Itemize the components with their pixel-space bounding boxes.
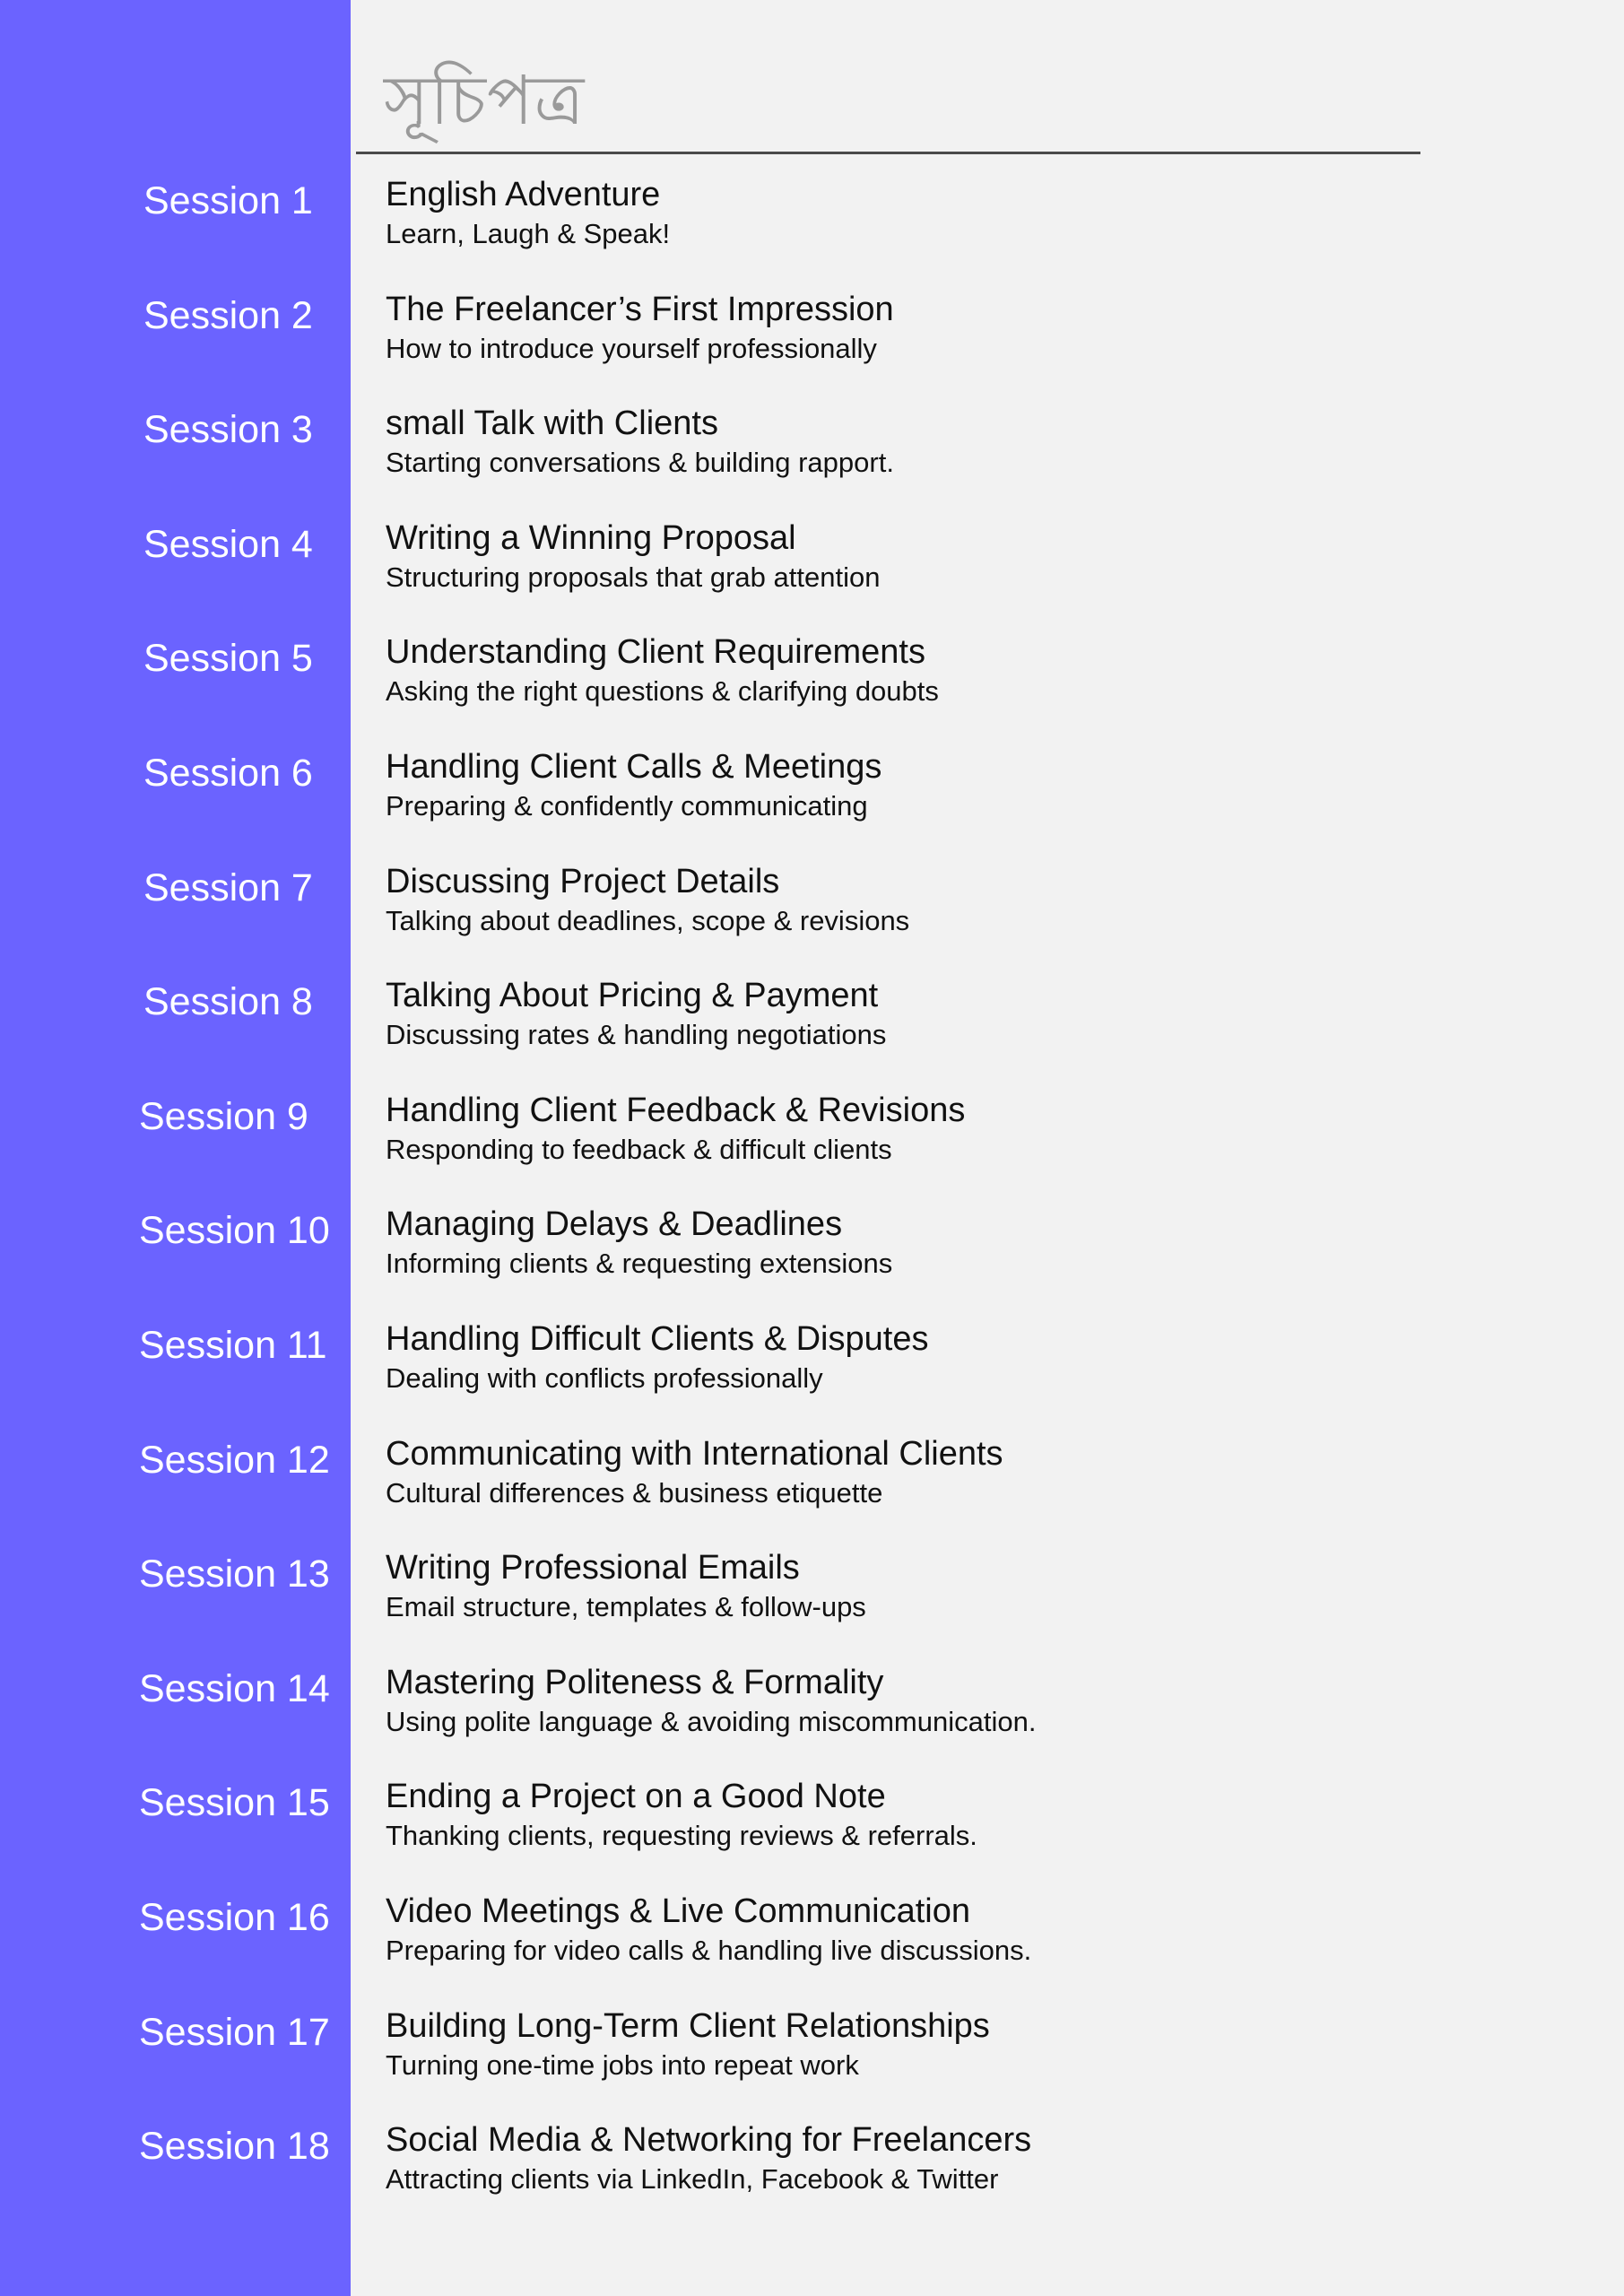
entry-subtitle: Informing clients & requesting extensions [386,1248,893,1280]
toc-entry [0,1317,1624,1431]
session-label: Session 5 [143,637,313,681]
session-label: Session 7 [143,865,313,909]
toc-entry [0,1088,1624,1203]
session-label: Session 12 [139,1438,330,1482]
entry-title: Talking About Pricing & Payment [386,977,879,1015]
entry-title: Handling Client Feedback & Revisions [386,1091,966,1129]
entry-title: Social Media & Networking for Freelancers [386,2121,1032,2160]
entry-subtitle: Discussing rates & handling negotiations [386,1019,887,1051]
session-label: Session 15 [139,1781,330,1825]
toc-entry [0,1660,1624,1775]
entry-title: Handling Client Calls & Meetings [386,747,882,786]
entry-subtitle: Structuring proposals that grab attention [386,561,881,593]
toc-entry [0,1545,1624,1660]
session-label: Session 4 [143,522,313,566]
entry-subtitle: Asking the right questions & clarifying doubts [386,675,939,708]
entry-subtitle: Dealing with conflicts professionally [386,1361,823,1394]
title-divider [356,152,1420,154]
toc-entry [0,744,1624,859]
entry-subtitle: Preparing for video calls & handling live discussions. [386,1934,1032,1966]
entry-subtitle: Thanking clients, requesting reviews & referrals. [386,1820,977,1852]
entry-title: small Talk with Clients [386,404,718,443]
toc-entry [0,1774,1624,1889]
entry-title: Video Meetings & Live Communication [386,1892,970,1930]
entry-subtitle: Turning one-time jobs into repeat work [386,2048,859,2081]
entry-title: Communicating with International Clients [386,1434,1003,1473]
entry-title: Handling Difficult Clients & Disputes [386,1319,929,1358]
entry-subtitle: Email structure, templates & follow-ups [386,1591,866,1623]
entry-title: Managing Delays & Deadlines [386,1205,843,1244]
toc-entry [0,401,1624,516]
entry-title: Understanding Client Requirements [386,633,925,672]
session-label: Session 10 [139,1209,330,1253]
toc-entry [0,1202,1624,1317]
session-label: Session 3 [143,408,313,452]
entry-title: Ending a Project on a Good Note [386,1778,886,1816]
entry-subtitle: Responding to feedback & difficult clients [386,1133,892,1165]
page-title: সূচিপত্র [384,60,586,140]
entry-title: English Adventure [386,176,661,213]
session-label: Session 18 [139,2125,330,2169]
toc-entry [0,1431,1624,1546]
session-label: Session 6 [143,751,313,795]
entry-title: Building Long-Term Client Relationships [386,2006,990,2045]
session-label: Session 11 [139,1323,327,1367]
toc-entry [0,516,1624,631]
session-label: Session 8 [143,980,313,1024]
session-label: Session 2 [143,293,313,337]
entry-title: The Freelancer’s First Impression [386,290,894,328]
entry-title: Mastering Politeness & Formality [386,1663,884,1701]
entry-title: Writing Professional Emails [386,1549,800,1587]
session-label: Session 16 [139,1895,330,1939]
toc-entry [0,1889,1624,2004]
entry-subtitle: Talking about deadlines, scope & revisions [386,904,910,936]
session-label: Session 14 [139,1666,330,1710]
entry-subtitle: Preparing & confidently communicating [386,789,868,822]
table-of-contents [0,172,1624,2232]
toc-entry [0,287,1624,402]
toc-entry [0,630,1624,744]
session-label: Session 1 [143,179,313,222]
toc-entry [0,2004,1624,2118]
session-label: Session 17 [139,2010,330,2054]
entry-subtitle: Cultural differences & business etiquette [386,1476,883,1509]
entry-subtitle: How to introduce yourself professionally [386,332,877,364]
entry-title: Writing a Winning Proposal [386,518,796,557]
entry-title: Discussing Project Details [386,862,780,900]
toc-entry [0,172,1624,287]
entry-subtitle: Using polite language & avoiding miscommunication. [386,1705,1037,1737]
session-label: Session 13 [139,1552,330,1596]
entry-subtitle: Attracting clients via LinkedIn, Facebook & Twitter [386,2163,999,2196]
entry-subtitle: Learn, Laugh & Speak! [386,218,671,249]
entry-subtitle: Starting conversations & building rapport. [386,447,894,479]
session-label: Session 9 [139,1094,308,1138]
toc-entry [0,859,1624,974]
toc-entry [0,2118,1624,2232]
toc-entry [0,973,1624,1088]
